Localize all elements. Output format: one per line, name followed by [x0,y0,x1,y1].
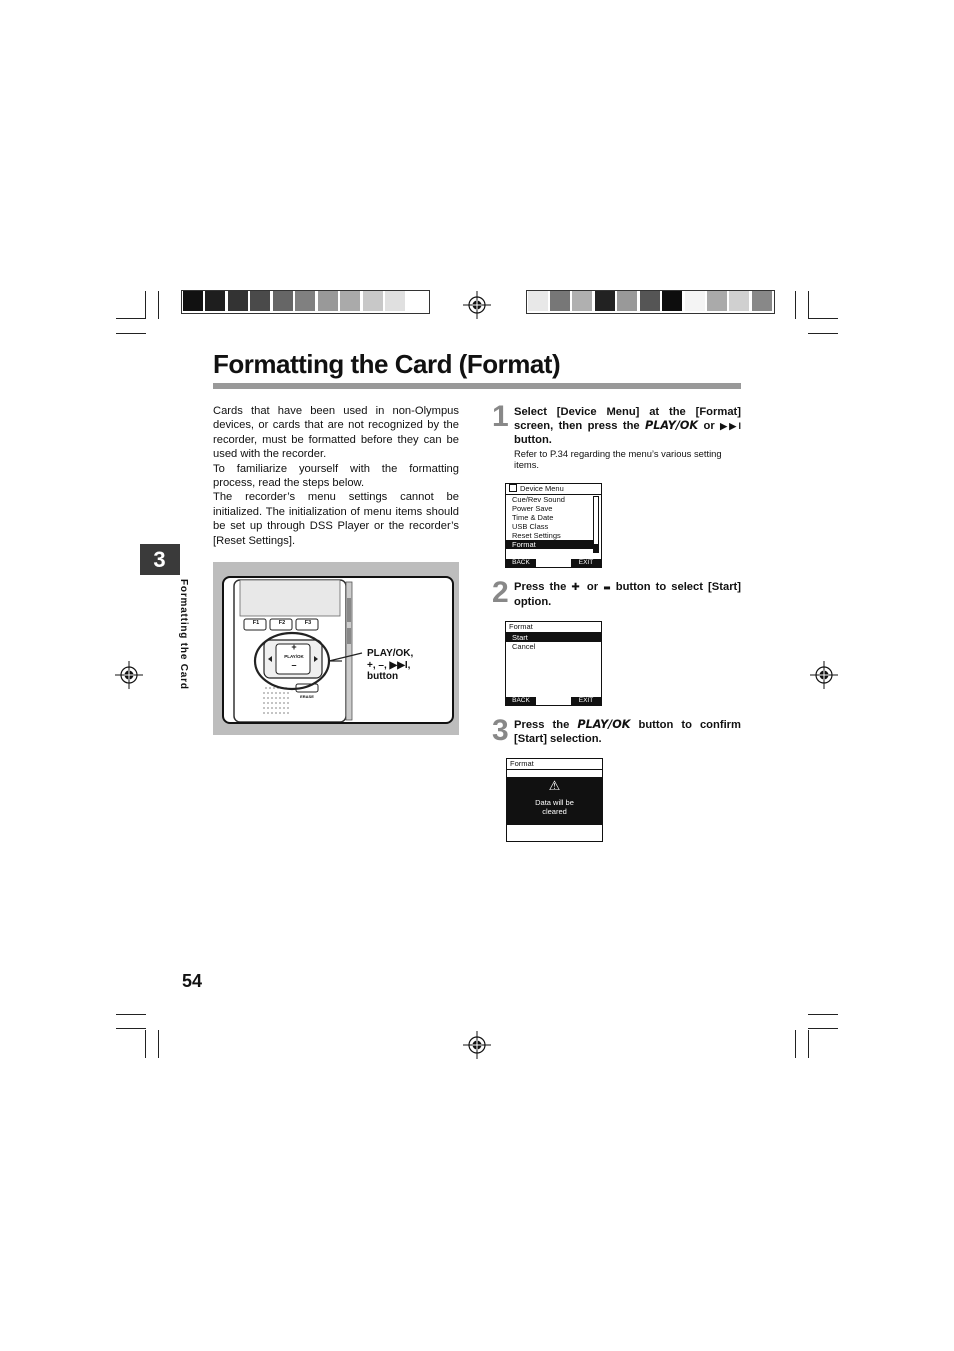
warning-text: Data will be [535,798,574,807]
page-number: 54 [182,971,203,991]
swatch [707,291,727,311]
crop-mark [158,291,159,319]
menu-item[interactable]: USB Class [512,522,549,531]
swatch [640,291,660,311]
minus-label: – [291,660,297,670]
chapter-tab [140,544,195,575]
figure-callout [367,648,413,683]
callout-line: +, –, ▶▶I, [367,659,411,671]
swatch [752,291,772,311]
crop-mark [808,291,809,319]
registration-target [115,661,143,689]
swatch [363,291,383,311]
swatch [550,291,570,311]
crop-mark [116,1014,146,1015]
exit-soft-key[interactable]: EXIT [571,697,601,705]
f1-label: F1 [252,620,260,626]
f2-label: F2 [278,620,286,626]
recorder-illustration [224,578,452,722]
crop-mark [808,1014,838,1015]
crop-mark [158,1030,159,1058]
play-ok-glyph: PLAY/OK [645,419,699,432]
erase-label: ERASE [300,694,314,699]
step-text: button to confirm [Start] selection. [514,719,741,745]
callout-line: button [367,671,399,682]
plus-icon: ✚ [571,582,582,593]
crop-mark [145,291,146,319]
crop-mark [808,333,838,334]
intro-paragraph: The recorder’s menu settings cannot be initialized. The initialization of menu items should be set up through DSS Player or the recorder’s [Reset Settings]. [213,491,459,547]
crop-mark [116,1028,146,1029]
step-text: Press the [514,581,572,593]
crop-mark [808,318,838,319]
swatch [273,291,293,311]
callout-line: PLAY/OK, [367,648,414,659]
swatch [595,291,615,311]
menu-item[interactable]: Cue/Rev Sound [512,495,565,504]
lcd-header: Format [507,759,602,770]
exit-soft-key[interactable]: EXIT [571,559,601,567]
step-text: or [698,420,721,432]
registration-target [810,661,838,689]
swatch [318,291,338,311]
swatch [183,291,203,311]
title-underline-bar [213,383,741,389]
lcd-format-select [505,621,602,706]
step-number: 2 [492,576,509,609]
lcd-header: Format [506,622,601,633]
play-ok-glyph: PLAY/OK [577,718,631,731]
back-soft-key[interactable]: BACK [506,697,536,705]
swatch [340,291,360,311]
step-number: 1 [492,400,509,433]
step-1-text [514,405,741,447]
step-text: or [581,581,604,593]
swatch [662,291,682,311]
lcd-header-text: Device Menu [520,484,564,493]
folder-icon [509,484,517,492]
lcd-device-menu [505,483,602,568]
lcd-header [506,484,601,495]
swatch [205,291,225,311]
step-text: Press the [514,719,578,731]
menu-item-selected[interactable]: Start [506,633,601,642]
intro-text [213,404,459,548]
chapter-side-label: Formatting the Card [178,579,189,690]
swatch [572,291,592,311]
registration-target [463,291,491,319]
menu-item[interactable]: Reset Settings [512,531,561,540]
play-ok-label: PLAY/OK [284,654,304,659]
swatch [228,291,248,311]
swatch [528,291,548,311]
warning-panel [507,777,602,825]
crop-mark [795,291,796,319]
warning-icon: ⚠ [548,779,561,794]
lcd-format-warning [506,758,603,842]
intro-paragraph: Cards that have been used in non-Olympus devices, or cards that are not recognized by the recorder, must be formatted before they can be used with the recorder. [213,405,459,461]
step-number: 3 [492,714,509,747]
crop-mark [145,1030,146,1058]
registration-target [463,1031,491,1059]
step-3-text [514,718,741,746]
swatch [685,291,705,311]
menu-item[interactable]: Cancel [512,642,536,651]
page-title: Formatting the Card (Format) [213,349,561,379]
menu-item[interactable]: Time & Date [512,513,554,522]
plus-label: + [291,642,297,652]
swatch [385,291,405,311]
step-text: button to select [Start] option. [514,581,741,608]
crop-mark [116,333,146,334]
warning-text: cleared [542,807,567,816]
swatch [250,291,270,311]
scrollbar[interactable] [593,496,599,553]
chapter-number: 3 [153,547,166,572]
step-text: Select [Device Menu] at the [Format] screen, then press the [514,406,741,432]
intro-paragraph: To familiarize yourself with the formatting process, read the steps below. [213,462,459,490]
back-soft-key[interactable]: BACK [506,559,536,567]
crop-mark [795,1030,796,1058]
swatch [295,291,315,311]
crop-mark [116,318,146,319]
menu-item-selected[interactable]: Format [506,540,593,549]
step-text: button. [514,434,552,446]
step-2-text [514,580,741,609]
crop-mark [808,1028,838,1029]
crop-mark [808,1030,809,1058]
fast-forward-icon: ▶▶I [720,421,741,431]
menu-item[interactable]: Power Save [512,504,553,513]
step-1-note: Refer to P.34 regarding the menu’s various setting items. [514,448,722,470]
swatch [407,291,427,311]
minus-icon: ▬ [603,583,611,592]
swatch [729,291,749,311]
f3-label: F3 [304,620,312,626]
swatch [617,291,637,311]
